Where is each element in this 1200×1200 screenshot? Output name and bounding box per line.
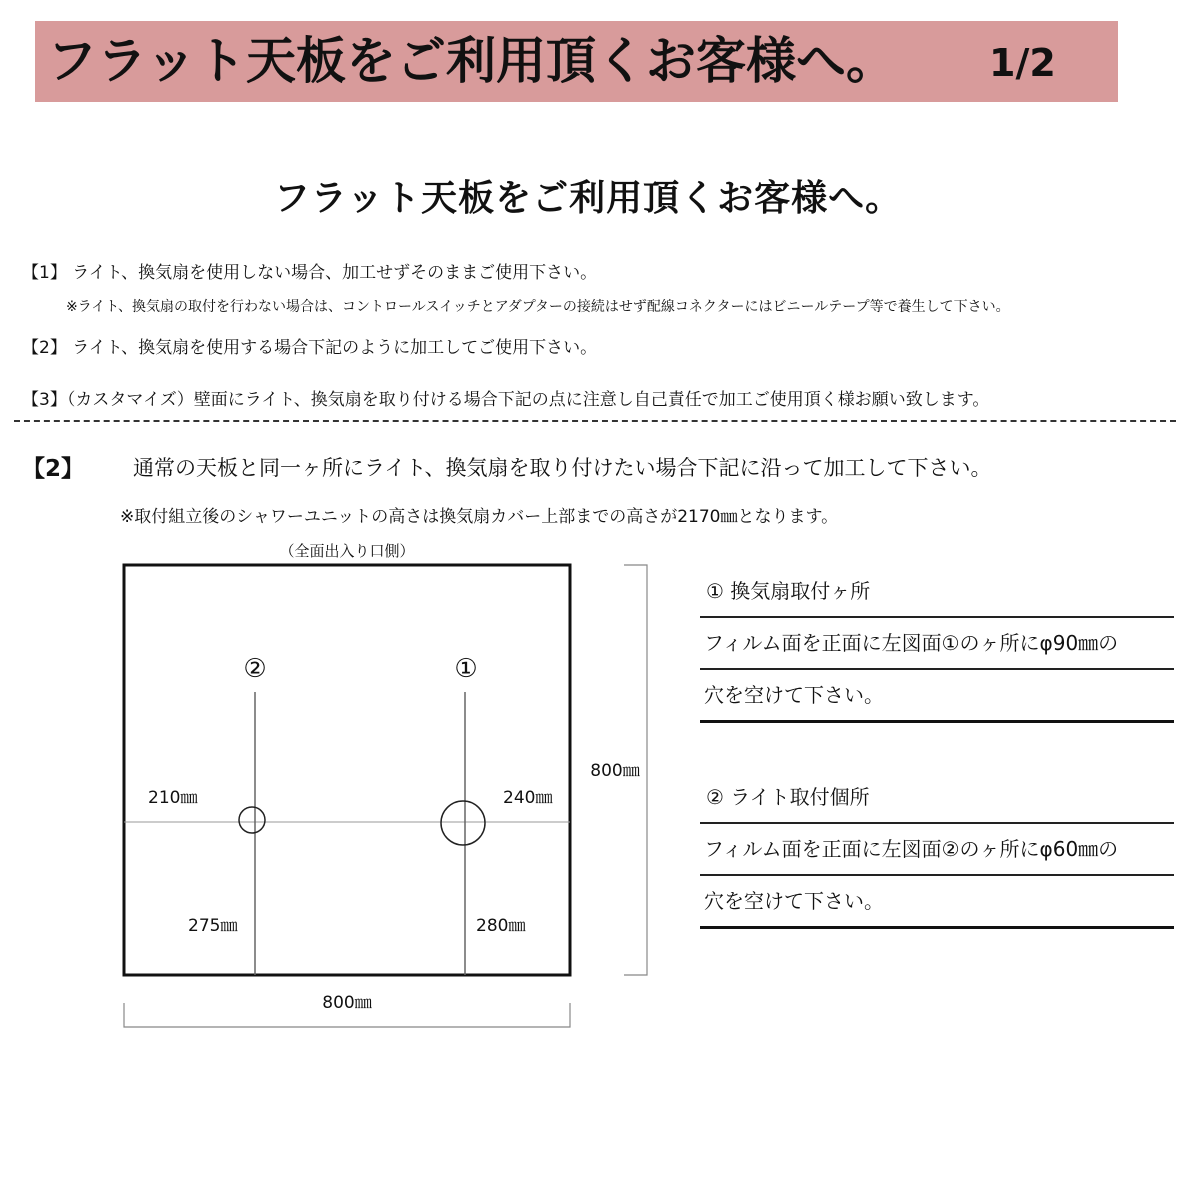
instruction-item-3: 【3】（カスタマイズ）壁面にライト、換気扇を取り付ける場合下記の点に注意し自己責任で加工ご使用頂く様お願い致します。 [22, 390, 990, 410]
fan-hole-circle [441, 801, 485, 845]
light-hole-circle [239, 807, 265, 833]
front-side-label: （全面出入り口側） [279, 542, 415, 560]
section-2-note: ※取付組立後のシャワーユニットの高さは換気扇カバー上部までの高さが2170㎜となります。 [120, 507, 839, 527]
instruction-item-1: 【1】 ライト、換気扇を使用しない場合、加工せずそのままご使用下さい。 [22, 263, 598, 283]
height-dimension: 800㎜ [590, 761, 640, 781]
section-2-label: 【2】 [22, 456, 85, 482]
instruction-item-2: 【2】 ライト、換気扇を使用する場合下記のように加工してご使用下さい。 [22, 338, 598, 358]
panel-outline [124, 565, 570, 975]
dim-275: 275㎜ [188, 916, 238, 936]
document-title: フラット天板をご利用頂くお客様へ。 [273, 178, 903, 219]
page-indicator: 1/2 [989, 41, 1056, 85]
marker-1: ① [454, 654, 478, 684]
marker-2: ② [243, 654, 267, 684]
fan-instructions [700, 566, 1174, 723]
dim-210: 210㎜ [148, 788, 198, 808]
fan-line-1: フィルム面を正面に左図面①のヶ所にφ90㎜の [700, 618, 1174, 670]
fan-title: ① 換気扇取付ヶ所 [700, 566, 1174, 618]
fan-line-2: 穴を空けて下さい。 [700, 670, 1174, 723]
section-2-text: 通常の天板と同一ヶ所にライト、換気扇を取り付けたい場合下記に沿って加工して下さい。 [133, 456, 992, 480]
light-line-1: フィルム面を正面に左図面②のヶ所にφ60㎜の [700, 824, 1174, 876]
instruction-note: ※ライト、換気扇の取付を行わない場合は、コントロールスイッチとアダプターの接続はせず配線コネクターにはビニールテープ等で養生して下さい。 [66, 299, 1010, 315]
banner-title: フラット天板をご利用頂くお客様へ。 [47, 32, 896, 90]
light-instructions [700, 772, 1174, 929]
light-line-2: 穴を空けて下さい。 [700, 876, 1174, 929]
width-dimension: 800㎜ [322, 993, 372, 1013]
light-title: ② ライト取付個所 [700, 772, 1174, 824]
dim-240: 240㎜ [503, 788, 553, 808]
dim-280: 280㎜ [476, 916, 526, 936]
